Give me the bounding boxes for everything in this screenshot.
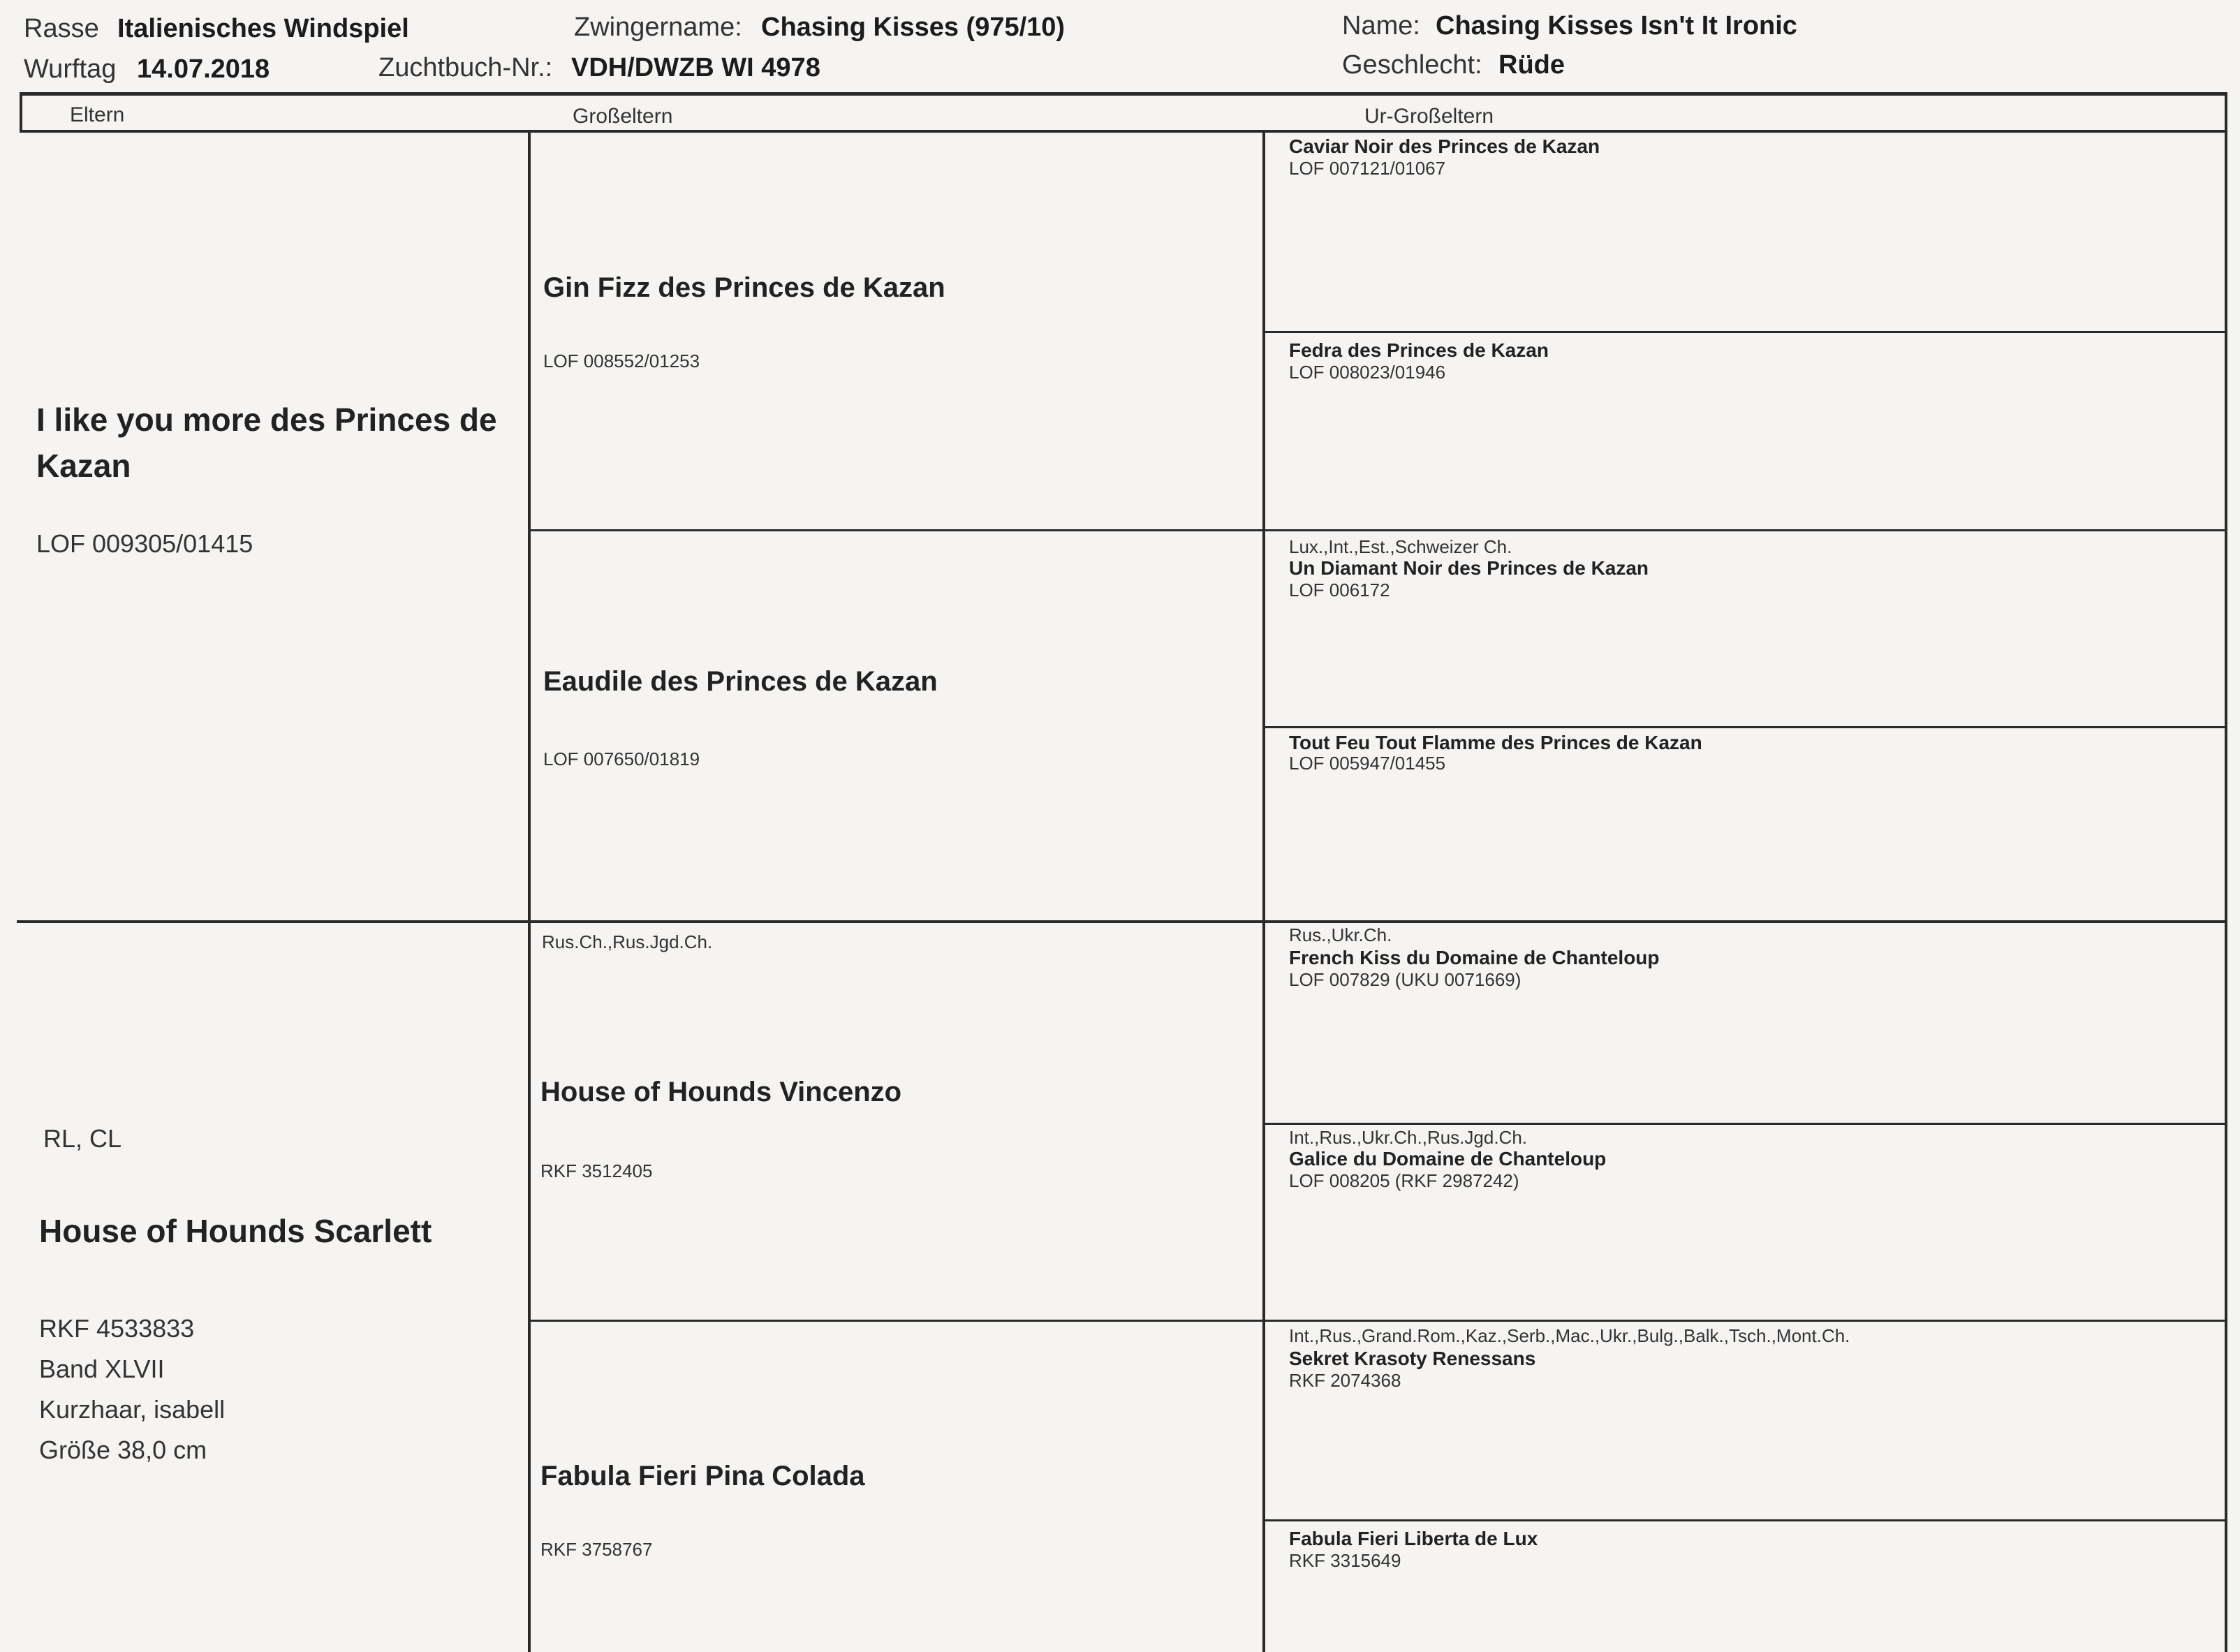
row-divider-gg-1 bbox=[1264, 331, 2227, 333]
great-grandparent-name: French Kiss du Domaine de Chanteloup bbox=[1289, 947, 1660, 968]
table-right-border bbox=[2225, 92, 2227, 1652]
table-left-border bbox=[20, 92, 22, 133]
litter-date-label: Wurftag bbox=[24, 54, 117, 84]
great-grandparent-name: Fedra des Princes de Kazan bbox=[1289, 339, 1549, 361]
row-divider-grandparents-1 bbox=[529, 529, 2227, 531]
great-grandparent-registration: LOF 007121/01067 bbox=[1289, 158, 1446, 179]
great-grandparent-name: Un Diamant Noir des Princes de Kazan bbox=[1289, 557, 1649, 579]
great-grandparent-registration: LOF 005947/01455 bbox=[1289, 753, 1446, 774]
name-value: Chasing Kisses Isn't It Ironic bbox=[1436, 11, 1797, 40]
grandparent-registration: RKF 3512405 bbox=[540, 1160, 653, 1181]
grandparent-registration: RKF 3758767 bbox=[540, 1539, 653, 1560]
great-grandparent-registration: LOF 006172 bbox=[1289, 580, 1390, 600]
breed-value: Italienisches Windspiel bbox=[117, 14, 409, 43]
dam-size: Größe 38,0 cm bbox=[39, 1436, 207, 1464]
kennel-value: Chasing Kisses (975/10) bbox=[761, 13, 1066, 42]
sire-name: I like you more des Princes de Kazan bbox=[36, 401, 497, 484]
great-grandparent-name: Galice du Domaine de Chanteloup bbox=[1289, 1148, 1607, 1170]
grandparent-name: Fabula Fieri Pina Colada bbox=[540, 1461, 865, 1491]
great-grandparent-name: Tout Feu Tout Flamme des Princes de Kazan bbox=[1289, 732, 1702, 753]
row-divider-gg-3 bbox=[1264, 1123, 2227, 1125]
grandparent-name: Eaudile des Princes de Kazan bbox=[543, 666, 938, 697]
studbook-value: VDH/DWZB WI 4978 bbox=[571, 53, 820, 82]
great-grandparent-name: Sekret Krasoty Renessans bbox=[1289, 1348, 1536, 1369]
row-divider-grandparents-2 bbox=[529, 1320, 2227, 1322]
row-divider-gg-4 bbox=[1264, 1519, 2227, 1521]
great-grandparent-titles: Int.,Rus.,Ukr.Ch.,Rus.Jgd.Ch. bbox=[1289, 1127, 1528, 1148]
dam-registration: RKF 4533833 bbox=[39, 1314, 195, 1343]
dam-titles: RL, CL bbox=[43, 1124, 122, 1153]
grandparent-registration: LOF 008552/01253 bbox=[543, 351, 700, 371]
great-grandparent-titles: Rus.,Ukr.Ch. bbox=[1289, 924, 1392, 945]
column-divider-2 bbox=[1262, 131, 1265, 1652]
kennel-label: Zwingername: bbox=[574, 13, 742, 42]
great-grandparent-titles: Lux.,Int.,Est.,Schweizer Ch. bbox=[1289, 536, 1512, 557]
sex-label: Geschlecht: bbox=[1342, 50, 1482, 80]
great-grandparent-registration: LOF 008205 (RKF 2987242) bbox=[1289, 1170, 1519, 1191]
sire-registration: LOF 009305/01415 bbox=[36, 529, 253, 558]
great-grandparent-titles: Int.,Rus.,Grand.Rom.,Kaz.,Serb.,Mac.,Ukr.,Bulg.,Balk.,Tsch.,Mont.Ch. bbox=[1289, 1325, 1850, 1346]
great-grandparent-registration: RKF 3315649 bbox=[1289, 1550, 1401, 1571]
column-header-divider bbox=[20, 130, 2227, 133]
name-label: Name: bbox=[1342, 11, 1420, 40]
row-divider-gg-2 bbox=[1264, 726, 2227, 728]
grandparent-registration: LOF 007650/01819 bbox=[543, 748, 700, 769]
breed-label: Rasse bbox=[24, 14, 99, 43]
great-grandparent-registration: LOF 008023/01946 bbox=[1289, 362, 1446, 383]
table-top-border bbox=[20, 92, 2227, 96]
great-grandparent-registration: RKF 2074368 bbox=[1289, 1370, 1401, 1391]
litter-date-value: 14.07.2018 bbox=[137, 54, 270, 84]
studbook-label: Zuchtbuch-Nr.: bbox=[378, 53, 553, 82]
great-grandparent-registration: LOF 007829 (UKU 0071669) bbox=[1289, 969, 1521, 990]
great-grandparent-name: Fabula Fieri Liberta de Lux bbox=[1289, 1528, 1538, 1549]
great-grandparent-name: Caviar Noir des Princes de Kazan bbox=[1289, 135, 1600, 157]
column-header-parents: Eltern bbox=[70, 103, 125, 126]
column-divider-1 bbox=[528, 131, 531, 1652]
row-divider-parents bbox=[17, 920, 2227, 923]
grandparent-name: Gin Fizz des Princes de Kazan bbox=[543, 272, 945, 303]
column-header-great-grandparents: Ur-Großeltern bbox=[1364, 105, 1494, 128]
dam-coat: Kurzhaar, isabell bbox=[39, 1395, 226, 1424]
grandparent-name: House of Hounds Vincenzo bbox=[540, 1077, 902, 1107]
dam-studbook-band: Band XLVII bbox=[39, 1355, 165, 1383]
grandparent-titles: Rus.Ch.,Rus.Jgd.Ch. bbox=[542, 931, 713, 952]
column-header-grandparents: Großeltern bbox=[573, 105, 673, 128]
dam-name: House of Hounds Scarlett bbox=[39, 1213, 432, 1249]
sex-value: Rüde bbox=[1498, 50, 1565, 80]
